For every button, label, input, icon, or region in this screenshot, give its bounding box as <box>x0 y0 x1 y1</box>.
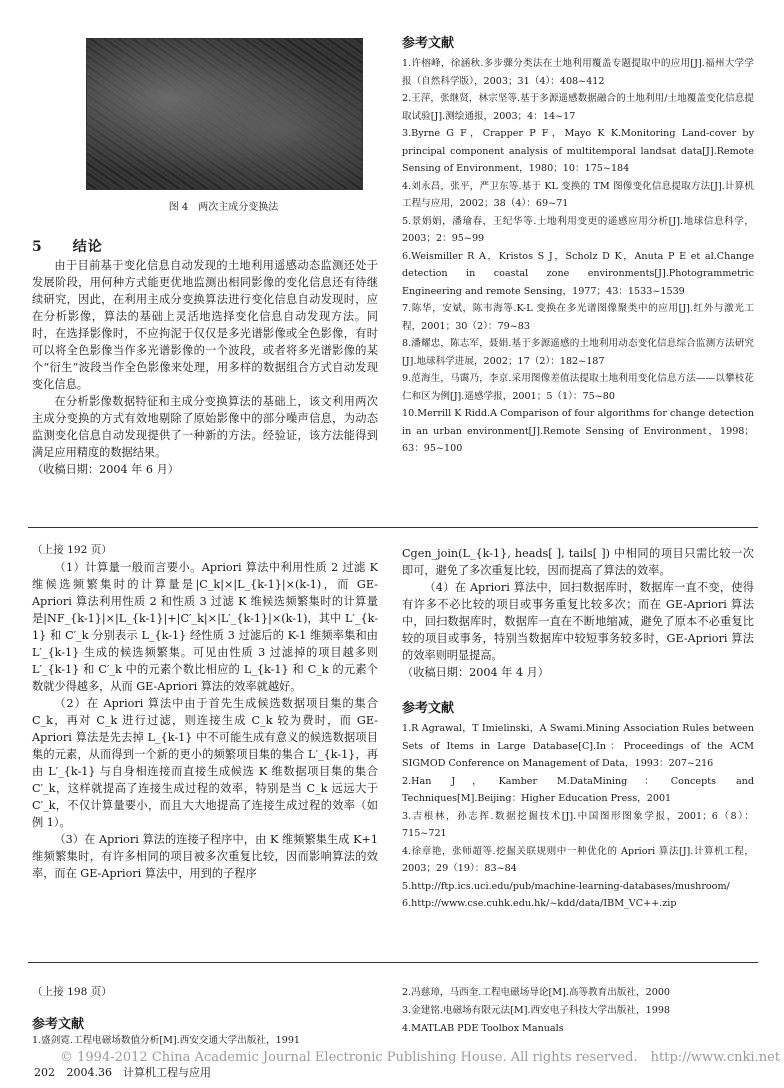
continued-192-left <box>32 542 378 882</box>
section-divider <box>28 527 758 528</box>
section-divider <box>28 962 758 963</box>
reference-item: 6.Weismiller R A，Kristos S J，Scholz D K，Anuta P E et al.Change detection in coastal zone environments[J].Photogrammetric Engineering and remote Sensing，1977；43：1533~1539 <box>402 250 754 297</box>
reference-item: 4.MATLAB PDE Toolbox Manuals <box>402 1023 564 1034</box>
paragraph: （1）计算量一般而言要小。Apriori 算法中利用性质 2 过滤 K 维候选频繁集时的计算量是|C_k|×|L_{k-1}|×(k-1)，而 GE-Apriori 算法利用性质 2 和性质 3 过滤 K 维候选频繁集时的计算量是|NF_{k-1}|×|L_{k-1}|+|C′_k|×|L′_{k-1}|×(k-1)，其中 L′_{k-1} 和 C′_k 分别表示 L_{k-1} 经性质 3 过滤后的 K-1 维频率集和由 L′_{k-1} 生成的候选频繁集。可见由性质 3 过滤掉的项目越多则 L′_{k-1} 和 C′_k 中的元素个数比相应的 L_{k-1} 和 C_k 的元素个数就少得越多，从而 GE-Apriori 算法的效率就越好。 <box>32 561 378 693</box>
references-title: 参考文献 <box>402 36 455 51</box>
reference-item: 1.R Agrawal，T Imielinski，A Swami.Mining Association Rules between Sets of Items in Large Database[C].In：Proceedings of the ACM SIGMOD Conference on Management of Data，1993：207~216 <box>402 723 754 769</box>
paragraph: （3）在 Apriori 算法的连接子程序中，由 K 维频繁集生成 K+1 维频繁集时，有许多相同的项目被多次重复比较，因而影响算法的效率，而在 GE-Apriori 算法中，用到的子程序 <box>32 833 378 880</box>
references-title: 参考文献 <box>402 701 455 716</box>
reference-list <box>402 984 754 1038</box>
journal-issue: 2004.36 计算机工程与应用 <box>66 1066 211 1079</box>
reference-item: 4.刘永昌，张平，严卫东等.基于 KL 变换的 TM 图像变化信息提取方法[J].计算机工程与应用，2002；38（4）：69~71 <box>402 180 754 209</box>
reference-item: 2.Han J，Kamber M.DataMining：Concepts and Techniques[M].Beijing：Higher Education Press，2001 <box>402 775 754 804</box>
reference-item: 3.Byrne G F，Crapper P F，Mayo K K.Monitoring Land-cover by principal component analysis of multitemporal landsat data[J].Remote Sensing of Environment，1980；10：175~184 <box>402 128 754 174</box>
reference-item: 5.http://ftp.ics.uci.edu/pub/machine-learning-databases/mushroom/ <box>402 880 730 892</box>
page-number: 202 <box>34 1066 55 1079</box>
continued-192-right <box>402 545 754 913</box>
reference-item: 4.徐章艳，张师超等.挖掘关联规则中一种优化的 Apriori 算法[J].计算机工程，2003；29（19）：83~84 <box>402 845 754 874</box>
figure-4-image <box>86 38 363 190</box>
reference-list <box>402 55 754 458</box>
reference-item: 7.陈华，安斌，陈韦海等.K-L 变换在多光谱图像聚类中的应用[J].红外与激光工程，2001；30（2）：79~83 <box>402 303 754 332</box>
section-body <box>32 257 378 478</box>
reference-item: 3.吉根林，孙志挥.数据挖掘技术[J].中国图形图象学报，2001；6（8）：715~721 <box>402 810 754 839</box>
reference-item: 8.潘耀忠，陈志军，聂娟.基于多源遥感的土地利用动态变化信息综合监测方法研究[J].地球科学进展，2002；17（2）：182~187 <box>402 338 754 367</box>
reference-item: 5.景娟娟，潘瑜春，王纪华等.土地利用变更的遥感应用分析[J].地球信息科学，2003；2：95~99 <box>402 215 754 244</box>
continued-198-right <box>402 984 754 1038</box>
paragraph: 由于目前基于变化信息自动发现的土地利用遥感动态监测还处于发展阶段，用何种方式能更优地监测出相同影像的变化信息还有待继续研究，因此，在利用主成分变换算法进行变化信息自动发现时，应在分析影像，算法的基础上灵活地选择变化信息自动发现方法。同时，在选择影像时，不应拘泥于仅仅是多光谱影像或全色影像，有时可以将全色影像当作多光谱影像的一个波段，或者将多光谱影像的某个“衍生”波段当作全色影像来处理，用多样的数据组合方式自动发现变化信息。 <box>32 259 378 391</box>
received-date: （收稿日期：2004 年 6 月） <box>32 463 179 476</box>
copyright-watermark: © 1994-2012 China Academic Journal Electronic Publishing House. All rights reserved. http://www.cnki.net <box>60 1050 780 1065</box>
reference-item: 10.Merrill K Ridd.A Comparison of four algorithms for change detection in an urban environment[J].Remote Sensing of Environment，1998；63：95~100 <box>402 408 754 454</box>
paragraph: Cgen_join(L_{k-1}, heads[ ], tails[ ]) 中相同的项目只需比较一次即可，避免了多次重复比较，因而提高了算法的效率。 <box>402 547 754 577</box>
received-date: （收稿日期：2004 年 4 月） <box>402 666 549 679</box>
reference-item: 2.冯慈璋，马西奎.工程电磁场导论[M].高等教育出版社，2000 <box>402 987 671 998</box>
references-top <box>402 32 754 458</box>
reference-item: 2.王萍，张继贤，林宗坚等.基于多源遥感数据融合的土地利用/土地覆盖变化信息提取试验[J].测绘通报，2003；4：14~17 <box>402 93 754 122</box>
reference-item: 9.范海生，马霭乃，李京.采用图像差值法提取土地利用变化信息方法——以攀枝花仁和区为例[J].遥感学报，2001；5（1）：75~80 <box>402 373 754 402</box>
section-heading: 5 结论 <box>32 239 103 255</box>
references-title: 参考文献 <box>32 1017 85 1032</box>
footer <box>34 1064 211 1080</box>
paragraph: （2）在 Apriori 算法中由于首先生成候选数据项目集的集合 C_k，再对 C_k 进行过滤，则连接生成 C_k 较为费时，而 GE-Apriori 算法是先去掉 L_{k-1} 中不可能生成有意义的候选数据项目集的元素，从而得到一个新的更小的频繁项目集的集合 L′_{k-1}，再由 L′_{k-1} 与自身相连接而直接生成候选 K 维数据项目集的集合 C′_k，这样就提高了连接生成过程的效率，特别是当 C_k 远远大于 C′_k，不仅计算量要小，而且大大地提高了连接生成过程的效率（如例 1）。 <box>32 697 378 829</box>
reference-item: 3.金建铭.电磁场有限元法[M].西安电子科技大学出版社，1998 <box>402 1005 671 1016</box>
paragraph: （4）在 Apriori 算法中，回扫数据库时，数据库一直不变，使得有许多不必比较的项目或事务重复比较多次；而在 GE-Apriori 算法中，回扫数据库时，数据库一直在不断地缩减，避免了原本不必重复比较的项目或事务，特别当数据库中较短事务较多时，GE-Apriori 算法的效率则明显提高。 <box>402 581 754 662</box>
paragraph: 在分析影像数据特征和主成分变换算法的基础上，该文利用两次主成分变换的方式有效地剔除了原始影像中的部分噪声信息，为动态监测变化信息自动发现提供了一种新的方法。经验证，该方法能得到满足应用精度的数据结果。 <box>32 395 378 459</box>
continued-198-left <box>32 984 378 1050</box>
continued-label: （上接 192 页） <box>32 544 112 556</box>
continued-label: （上接 198 页） <box>32 986 112 998</box>
reference-item: 6.http://www.cse.cuhk.edu.hk/~kdd/data/IBM_VC++.zip <box>402 898 677 909</box>
reference-item: 1.盛剑霓.工程电磁场数值分析[M].西安交通大学出版社，1991 <box>32 1035 301 1046</box>
figure-caption: 图 4 两次主成分变换法 <box>168 202 279 213</box>
reference-list <box>402 720 754 913</box>
reference-item: 1.许榕峰，徐涵秋.多步骤分类法在土地利用覆盖专题提取中的应用[J].福州大学学报（自然科学版），2003；31（4）：408~412 <box>402 58 754 87</box>
